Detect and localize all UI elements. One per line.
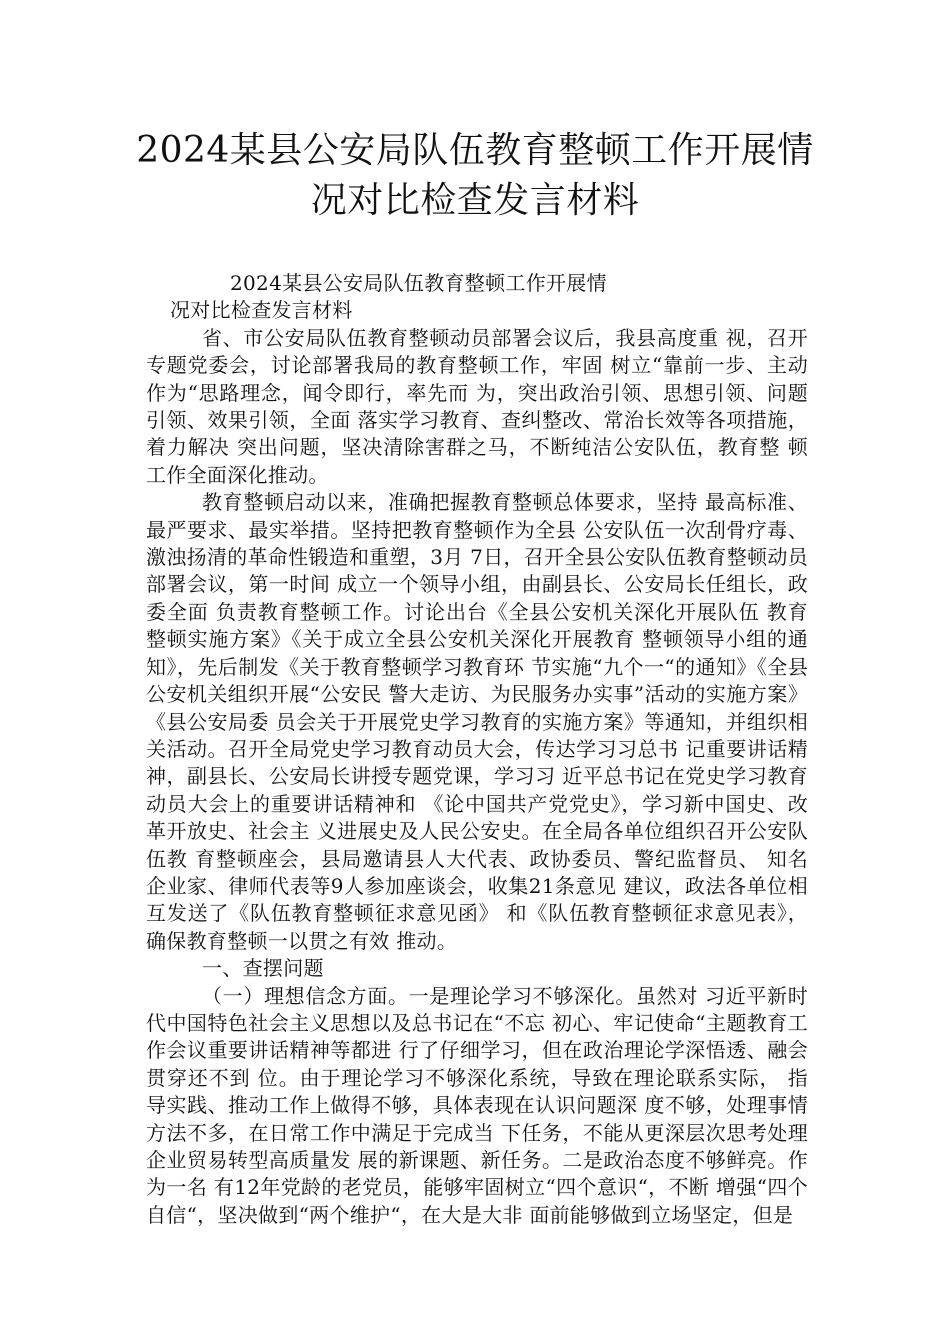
paragraph-ideals: （一）理想信念方面。一是理论学习不够深化。虽然对 习近平新时代中国特色社会主义思想以及总书记在“不忘 初心、牢记使命“主题教育工作会议重要讲话精神等都进 行了仔细学习，但在政治理论学深悟透、融会贯穿还不到 位。由于理论学习不够深化系统，导致在理论联系实际， 指导实践、推动工作上做得不够，具体表现在认识问题深 度不够，处理事情方法不多，在日常工作中满足于完成当 下任务，不能从更深层次思考处理企业贸易转型高质量发 展的新课题、新任务。二是政治态度不够鲜亮。作为一名 有12年党龄的老党员，能够牢固树立“四个意识“，不断 增强“四个自信“，坚决做到“两个维护“，在大是大非 面前能够做到立场坚定，但是 [146, 983, 808, 1227]
document-title-line-2: 况对比检查发言材料 [310, 180, 640, 221]
subtitle-line-2: 况对比检查发言材料 [170, 298, 353, 323]
document-title [120, 126, 830, 226]
paragraph-progress: 教育整顿启动以来，准确把握教育整顿总体要求，坚持 最高标准、最严要求、最实举措。坚持把教育整顿作为全县 公安队伍一次刮骨疗毒、激浊扬清的革命性锻造和重塑，3月 7日，召开全县公安队伍教育整顿动员部署会议，第一时间 成立一个领导小组，由副县长、公安局长任组长，政委全面 负责教育整顿工作。讨论出台《全县公安机关深化开展队伍 教育整顿实施方案》《关于成立全县公安机关深化开展教育 整顿领导小组的通知》，先后制发《关于教育整顿学习教育环 节实施“九个一“的通知》《全县公安机关组织开展“公安民 警大走访、为民服务办实事”活动的实施方案》《县公安局委 员会关于开展党史学习教育的实施方案》等通知，并组织相 关活动。召开全局党史学习教育动员大会，传达学习习总书 记重要讲话精神，副县长、公安局长讲授专题党课，学习习 近平总书记在党史学习教育动员大会上的重要讲话精神和 《论中国共产党党史》，学习新中国史、改革开放史、社会主 义进展史及人民公安史。在全局各单位组织召开公安队伍教 育整顿座会，县局邀请县人大代表、政协委员、警纪监督员、 知名企业家、律师代表等9人参加座谈会，收集21条意见 建议，政法各单位相互发送了《队伍教育整顿征求意见函》 和《队伍教育整顿征求意见表》，确保教育整顿一以贯之有效 推动。 [146, 490, 809, 953]
document-title-line-1: 2024某县公安局队伍教育整顿工作开展情 [136, 130, 814, 171]
document-body [146, 270, 808, 1229]
section-heading: 一、查摆问题 [202, 956, 324, 981]
subtitle-line-1: 2024某县公安局队伍教育整顿工作开展情 [230, 271, 607, 295]
paragraph-intro: 省、市公安局队伍教育整顿动员部署会议后，我县高度重 视，召开专题党委会，讨论部署我局的教育整顿工作，牢固 树立“靠前一步、主动作为“思路理念，闻令即行，率先而 为，突出政治引领、思想引领、问题引领、效果引领，全面 落实学习教育、查纠整改、常治长效等各项措施，着力解决 突出问题，坚决清除害群之马，不断纯洁公安队伍，教育整 顿工作全面深化推动。 [146, 325, 808, 487]
